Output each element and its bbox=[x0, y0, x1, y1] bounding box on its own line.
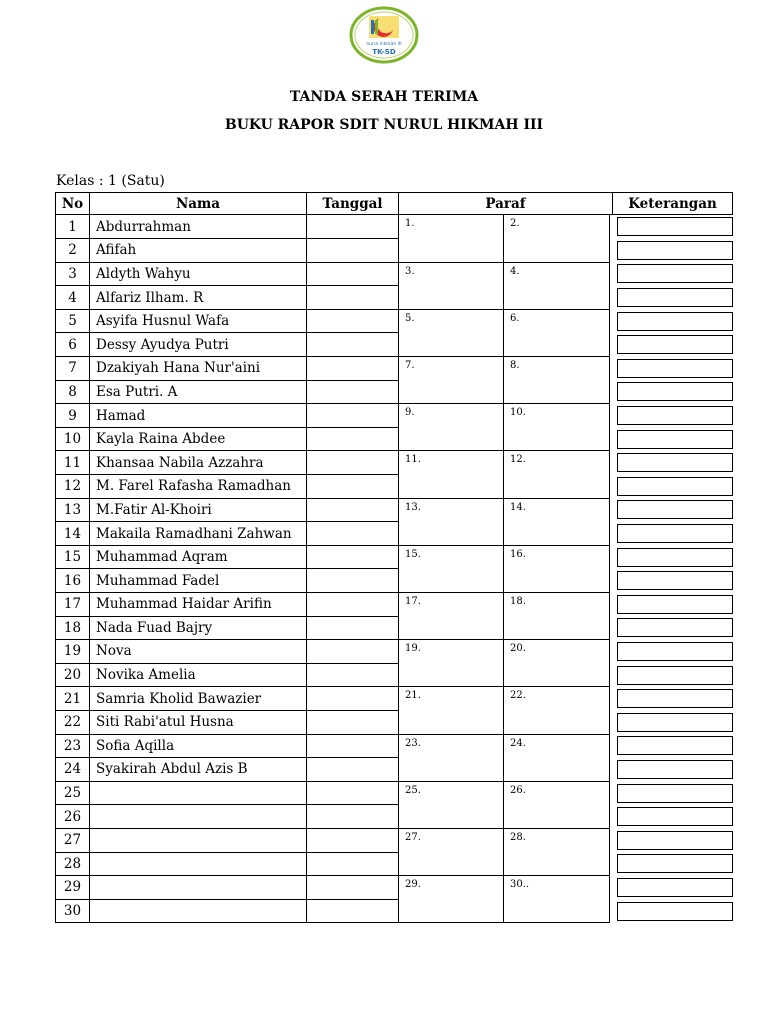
row-number: 3 bbox=[56, 262, 90, 286]
school-logo bbox=[349, 6, 419, 64]
keterangan-box[interactable] bbox=[617, 241, 733, 260]
column-header-paraf: Paraf bbox=[399, 193, 613, 215]
keterangan-box[interactable] bbox=[617, 784, 733, 803]
table-row bbox=[56, 522, 733, 546]
table-row bbox=[56, 239, 733, 263]
paraf-slot-left[interactable]: 25. bbox=[399, 781, 504, 828]
keterangan-cell bbox=[613, 593, 733, 617]
student-name: Samria Kholid Bawazier bbox=[90, 687, 307, 711]
paraf-slot-right[interactable]: 20. bbox=[504, 640, 610, 687]
student-name: Afifah bbox=[90, 239, 307, 263]
paraf-slot-left[interactable]: 15. bbox=[399, 545, 504, 592]
keterangan-box[interactable] bbox=[617, 453, 733, 472]
keterangan-box[interactable] bbox=[617, 807, 733, 826]
keterangan-cell bbox=[613, 663, 733, 687]
student-name: Hamad bbox=[90, 404, 307, 428]
keterangan-cell bbox=[613, 404, 733, 428]
tanggal-cell[interactable] bbox=[307, 710, 399, 734]
keterangan-box[interactable] bbox=[617, 642, 733, 661]
keterangan-cell bbox=[613, 805, 733, 829]
keterangan-box[interactable] bbox=[617, 217, 733, 236]
keterangan-box[interactable] bbox=[617, 288, 733, 307]
row-number: 23 bbox=[56, 734, 90, 758]
student-name bbox=[90, 828, 307, 852]
table-row bbox=[56, 451, 733, 475]
table-row bbox=[56, 475, 733, 499]
keterangan-box[interactable] bbox=[617, 571, 733, 590]
paraf-slot-left[interactable]: 9. bbox=[399, 404, 504, 451]
tanggal-cell[interactable] bbox=[307, 734, 399, 758]
student-name: Abdurrahman bbox=[90, 215, 307, 239]
student-name: Siti Rabi'atul Husna bbox=[90, 710, 307, 734]
keterangan-box[interactable] bbox=[617, 854, 733, 873]
student-name: Muhammad Aqram bbox=[90, 545, 307, 569]
tanggal-cell[interactable] bbox=[307, 475, 399, 499]
paraf-slot-right[interactable]: 4. bbox=[504, 262, 610, 309]
class-label: Kelas : 1 (Satu) bbox=[56, 173, 165, 189]
keterangan-box[interactable] bbox=[617, 760, 733, 779]
table-row bbox=[56, 333, 733, 357]
student-name: Muhammad Fadel bbox=[90, 569, 307, 593]
student-name: Syakirah Abdul Azis B bbox=[90, 758, 307, 782]
tanggal-cell[interactable] bbox=[307, 522, 399, 546]
table-row bbox=[56, 805, 733, 829]
table-row bbox=[56, 828, 733, 852]
document-subtitle: BUKU RAPOR SDIT NURUL HIKMAH III bbox=[224, 117, 544, 133]
paraf-slot-right[interactable]: 30.. bbox=[504, 876, 610, 923]
table-header-row bbox=[56, 193, 733, 215]
table-row bbox=[56, 569, 733, 593]
row-number: 22 bbox=[56, 710, 90, 734]
tanggal-cell[interactable] bbox=[307, 758, 399, 782]
paraf-slot-right[interactable]: 28. bbox=[504, 828, 610, 875]
keterangan-cell bbox=[613, 427, 733, 451]
paraf-slot-left[interactable]: 1. bbox=[399, 215, 504, 263]
column-header-no: No bbox=[56, 193, 90, 215]
keterangan-box[interactable] bbox=[617, 312, 733, 331]
row-number: 13 bbox=[56, 498, 90, 522]
tanggal-cell[interactable] bbox=[307, 239, 399, 263]
student-name: Kayla Raina Abdee bbox=[90, 427, 307, 451]
row-number: 28 bbox=[56, 852, 90, 876]
table-row bbox=[56, 640, 733, 664]
tanggal-cell[interactable] bbox=[307, 286, 399, 310]
paraf-slot-left[interactable]: 3. bbox=[399, 262, 504, 309]
keterangan-box[interactable] bbox=[617, 878, 733, 897]
logo-text-bottom: TK-SD bbox=[372, 48, 396, 56]
row-number: 1 bbox=[56, 215, 90, 239]
row-number: 14 bbox=[56, 522, 90, 546]
row-number: 27 bbox=[56, 828, 90, 852]
paraf-slot-left[interactable]: 27. bbox=[399, 828, 504, 875]
row-number: 10 bbox=[56, 427, 90, 451]
table-row bbox=[56, 616, 733, 640]
table-row bbox=[56, 262, 733, 286]
keterangan-cell bbox=[613, 876, 733, 900]
keterangan-box[interactable] bbox=[617, 618, 733, 637]
tanggal-cell[interactable] bbox=[307, 427, 399, 451]
student-name bbox=[90, 852, 307, 876]
keterangan-cell bbox=[613, 357, 733, 381]
paraf-slot-left[interactable]: 11. bbox=[399, 451, 504, 498]
row-number: 17 bbox=[56, 593, 90, 617]
tanggal-cell[interactable] bbox=[307, 852, 399, 876]
keterangan-box[interactable] bbox=[617, 359, 733, 378]
paraf-slot-right[interactable]: 6. bbox=[504, 309, 610, 356]
tanggal-cell[interactable] bbox=[307, 404, 399, 428]
keterangan-cell bbox=[613, 262, 733, 286]
table-row bbox=[56, 545, 733, 569]
tanggal-cell[interactable] bbox=[307, 569, 399, 593]
row-number: 20 bbox=[56, 663, 90, 687]
tanggal-cell[interactable] bbox=[307, 333, 399, 357]
row-number: 29 bbox=[56, 876, 90, 900]
student-name: Sofia Aqilla bbox=[90, 734, 307, 758]
tanggal-cell[interactable] bbox=[307, 876, 399, 900]
table-row bbox=[56, 215, 733, 239]
student-name: Nova bbox=[90, 640, 307, 664]
tanggal-cell[interactable] bbox=[307, 545, 399, 569]
keterangan-box[interactable] bbox=[617, 477, 733, 496]
table-row bbox=[56, 498, 733, 522]
tanggal-cell[interactable] bbox=[307, 309, 399, 333]
keterangan-box[interactable] bbox=[617, 831, 733, 850]
table-row bbox=[56, 427, 733, 451]
student-name bbox=[90, 876, 307, 900]
paraf-slot-right[interactable]: 14. bbox=[504, 498, 610, 545]
keterangan-box[interactable] bbox=[617, 382, 733, 401]
row-number: 21 bbox=[56, 687, 90, 711]
paraf-slot-left[interactable]: 7. bbox=[399, 357, 504, 404]
table-row bbox=[56, 899, 733, 923]
tanggal-cell[interactable] bbox=[307, 593, 399, 617]
student-name: Nada Fuad Bajry bbox=[90, 616, 307, 640]
student-name: Muhammad Haidar Arifin bbox=[90, 593, 307, 617]
keterangan-box[interactable] bbox=[617, 595, 733, 614]
row-number: 26 bbox=[56, 805, 90, 829]
row-number: 4 bbox=[56, 286, 90, 310]
paraf-slot-left[interactable]: 21. bbox=[399, 687, 504, 734]
student-name: Khansaa Nabila Azzahra bbox=[90, 451, 307, 475]
keterangan-box[interactable] bbox=[617, 264, 733, 283]
tanggal-cell[interactable] bbox=[307, 262, 399, 286]
keterangan-cell bbox=[613, 522, 733, 546]
table-row bbox=[56, 876, 733, 900]
row-number: 16 bbox=[56, 569, 90, 593]
paraf-slot-left[interactable]: 19. bbox=[399, 640, 504, 687]
row-number: 25 bbox=[56, 781, 90, 805]
table-row bbox=[56, 687, 733, 711]
paraf-slot-right[interactable]: 24. bbox=[504, 734, 610, 781]
keterangan-cell bbox=[613, 758, 733, 782]
paraf-slot-right[interactable]: 16. bbox=[504, 545, 610, 592]
row-number: 8 bbox=[56, 380, 90, 404]
keterangan-cell bbox=[613, 640, 733, 664]
keterangan-cell bbox=[613, 734, 733, 758]
paraf-slot-right[interactable]: 26. bbox=[504, 781, 610, 828]
tanggal-cell[interactable] bbox=[307, 640, 399, 664]
row-number: 5 bbox=[56, 309, 90, 333]
student-name: Alfariz Ilham. R bbox=[90, 286, 307, 310]
keterangan-box[interactable] bbox=[617, 736, 733, 755]
row-number: 24 bbox=[56, 758, 90, 782]
tanggal-cell[interactable] bbox=[307, 616, 399, 640]
row-number: 15 bbox=[56, 545, 90, 569]
keterangan-box[interactable] bbox=[617, 500, 733, 519]
keterangan-box[interactable] bbox=[617, 666, 733, 685]
table-row bbox=[56, 309, 733, 333]
student-name: Esa Putri. A bbox=[90, 380, 307, 404]
keterangan-cell bbox=[613, 380, 733, 404]
paraf-slot-right[interactable]: 12. bbox=[504, 451, 610, 498]
paraf-slot-right[interactable]: 22. bbox=[504, 687, 610, 734]
keterangan-box[interactable] bbox=[617, 430, 733, 449]
keterangan-box[interactable] bbox=[617, 524, 733, 543]
row-number: 12 bbox=[56, 475, 90, 499]
table-row bbox=[56, 758, 733, 782]
handover-table bbox=[55, 192, 733, 923]
keterangan-cell bbox=[613, 545, 733, 569]
paraf-slot-right[interactable]: 18. bbox=[504, 593, 610, 640]
student-name: Asyifa Husnul Wafa bbox=[90, 309, 307, 333]
paraf-slot-right[interactable]: 8. bbox=[504, 357, 610, 404]
student-name: M. Farel Rafasha Ramadhan bbox=[90, 475, 307, 499]
column-header-tanggal: Tanggal bbox=[307, 193, 399, 215]
student-name: Dzakiyah Hana Nur'aini bbox=[90, 357, 307, 381]
keterangan-cell bbox=[613, 451, 733, 475]
table-row bbox=[56, 404, 733, 428]
keterangan-cell bbox=[613, 239, 733, 263]
paraf-slot-left[interactable]: 17. bbox=[399, 593, 504, 640]
tanggal-cell[interactable] bbox=[307, 215, 399, 239]
paraf-slot-left[interactable]: 5. bbox=[399, 309, 504, 356]
document-title: TANDA SERAH TERIMA bbox=[289, 89, 479, 105]
student-name: Aldyth Wahyu bbox=[90, 262, 307, 286]
keterangan-cell bbox=[613, 286, 733, 310]
row-number: 7 bbox=[56, 357, 90, 381]
keterangan-cell bbox=[613, 687, 733, 711]
keterangan-box[interactable] bbox=[617, 335, 733, 354]
logo-text-top: nurul hikmah III bbox=[366, 42, 402, 47]
keterangan-cell bbox=[613, 333, 733, 357]
tanggal-cell[interactable] bbox=[307, 498, 399, 522]
table-row bbox=[56, 852, 733, 876]
student-name: M.Fatir Al-Khoiri bbox=[90, 498, 307, 522]
tanggal-cell[interactable] bbox=[307, 380, 399, 404]
column-header-nama: Nama bbox=[90, 193, 307, 215]
table-row bbox=[56, 781, 733, 805]
keterangan-box[interactable] bbox=[617, 548, 733, 567]
keterangan-cell bbox=[613, 852, 733, 876]
keterangan-cell bbox=[613, 781, 733, 805]
keterangan-cell bbox=[613, 828, 733, 852]
table-row bbox=[56, 710, 733, 734]
keterangan-cell bbox=[613, 498, 733, 522]
tanggal-cell[interactable] bbox=[307, 663, 399, 687]
column-header-keterangan: Keterangan bbox=[613, 193, 733, 215]
paraf-slot-left[interactable]: 23. bbox=[399, 734, 504, 781]
tanggal-cell[interactable] bbox=[307, 781, 399, 805]
tanggal-cell[interactable] bbox=[307, 451, 399, 475]
keterangan-cell bbox=[613, 215, 733, 239]
keterangan-cell bbox=[613, 899, 733, 923]
row-number: 2 bbox=[56, 239, 90, 263]
paraf-slot-right[interactable]: 10. bbox=[504, 404, 610, 451]
row-number: 9 bbox=[56, 404, 90, 428]
tanggal-cell[interactable] bbox=[307, 357, 399, 381]
tanggal-cell[interactable] bbox=[307, 805, 399, 829]
row-number: 11 bbox=[56, 451, 90, 475]
keterangan-box[interactable] bbox=[617, 902, 733, 921]
student-name: Makaila Ramadhani Zahwan bbox=[90, 522, 307, 546]
row-number: 18 bbox=[56, 616, 90, 640]
keterangan-box[interactable] bbox=[617, 406, 733, 425]
tanggal-cell[interactable] bbox=[307, 687, 399, 711]
keterangan-cell bbox=[613, 616, 733, 640]
student-name bbox=[90, 899, 307, 923]
paraf-slot-left[interactable]: 13. bbox=[399, 498, 504, 545]
table-row bbox=[56, 380, 733, 404]
table-row bbox=[56, 357, 733, 381]
keterangan-cell bbox=[613, 475, 733, 499]
row-number: 19 bbox=[56, 640, 90, 664]
keterangan-cell bbox=[613, 569, 733, 593]
student-name bbox=[90, 805, 307, 829]
row-number: 6 bbox=[56, 333, 90, 357]
row-number: 30 bbox=[56, 899, 90, 923]
paraf-slot-right[interactable]: 2. bbox=[504, 215, 610, 263]
student-name: Novika Amelia bbox=[90, 663, 307, 687]
tanggal-cell[interactable] bbox=[307, 828, 399, 852]
keterangan-box[interactable] bbox=[617, 689, 733, 708]
keterangan-box[interactable] bbox=[617, 713, 733, 732]
tanggal-cell[interactable] bbox=[307, 899, 399, 923]
paraf-slot-left[interactable]: 29. bbox=[399, 876, 504, 923]
student-name bbox=[90, 781, 307, 805]
table-row bbox=[56, 734, 733, 758]
keterangan-cell bbox=[613, 710, 733, 734]
table-row bbox=[56, 663, 733, 687]
table-row bbox=[56, 593, 733, 617]
student-name: Dessy Ayudya Putri bbox=[90, 333, 307, 357]
keterangan-cell bbox=[613, 309, 733, 333]
table-row bbox=[56, 286, 733, 310]
